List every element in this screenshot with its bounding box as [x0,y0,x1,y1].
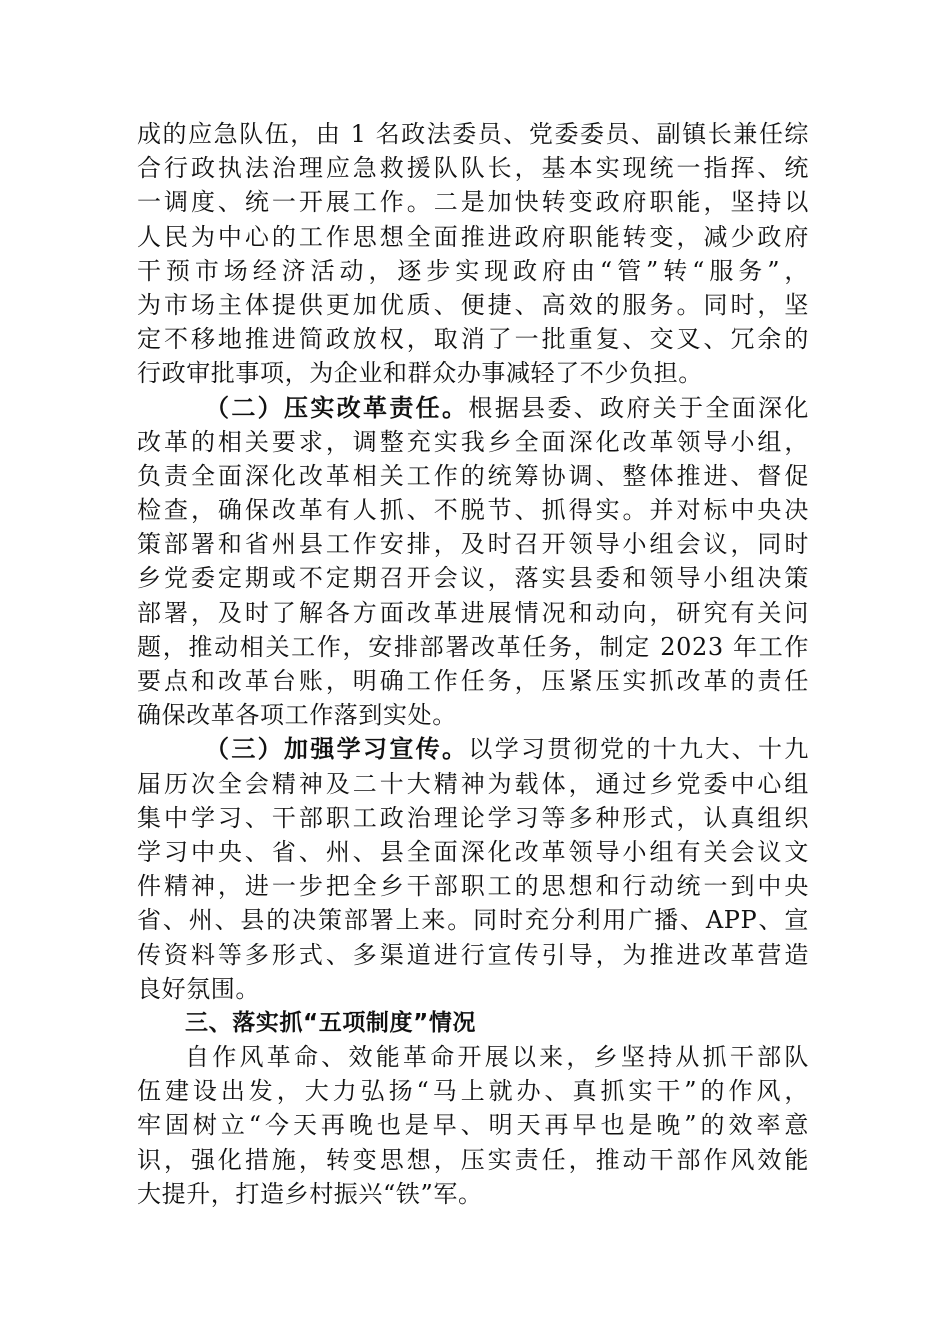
text-line: 学习中央、省、州、县全面深化改革领导小组有关会议文 [137,837,809,866]
text-line: 良好氛围。 [137,974,260,1003]
text-line: 成的应急队伍，由 1 名政法委员、党委委员、副镇长兼任综 [137,120,809,148]
text-line: 乡党委定期或不定期召开会议，落实县委和领导小组决策 [137,564,809,593]
section-heading-block [137,1006,809,1040]
subheading-reform-responsibility: （二）压实改革责任。 [205,392,469,422]
section-heading: 三、落实抓“五项制度”情况 [185,1009,477,1036]
paragraph-first-line [137,391,809,425]
text-line: 牢固树立“今天再晚也是早、明天再早也是晚”的效率意 [137,1111,809,1140]
text-line: 大提升，打造乡村振兴“铁”军。 [137,1179,483,1208]
text-line: 要点和改革台账，明确工作任务，压紧压实抓改革的责任 [137,667,809,695]
text-line: 策部署和省州县工作安排，及时召开领导小组会议，同时 [137,530,809,559]
paragraph-continuation [137,117,809,391]
text-line: 确保改革各项工作落到实处。 [137,701,457,730]
text-line: 件精神，进一步把全乡干部职工的思想和行动统一到中央 [137,872,809,901]
text-line: 行政审批事项，为企业和群众办事减轻了不少负担。 [137,359,703,388]
paragraph-reform-responsibility [137,391,809,733]
text-line: 为市场主体提供更加优质、便捷、高效的服务。同时，坚 [137,290,809,319]
text-line: 干预市场经济活动，逐步实现政府由“管”转“服务”， [137,256,809,285]
text-span: 以学习贯彻党的十九大、十九 [468,735,809,764]
paragraph-first-line [137,732,809,766]
text-span: 根据县委、政府关于全面深化 [468,393,809,422]
text-line: 一调度、统一开展工作。二是加快转变政府职能，坚持以 [137,188,809,217]
text-line: 负责全面深化改革相关工作的统筹协调、整体推进、督促 [137,461,809,490]
text-line: 届历次全会精神及二十大精神为载体，通过乡党委中心组 [137,769,809,798]
text-line: 集中学习、干部职工政治理论学习等多种形式，认真组织 [137,803,809,832]
text-line: 人民为中心的工作思想全面推进政府职能转变，减少政府 [137,222,809,251]
document-body [137,117,809,1211]
text-line: 识，强化措施，转变思想，压实责任，推动干部作风效能 [137,1145,809,1174]
text-line: 定不移地推进简政放权，取消了一批重复、交叉、冗余的 [137,325,809,354]
paragraph-first-line: 自作风革命、效能革命开展以来，乡坚持从抓干部队 [185,1043,809,1072]
text-line: 合行政执法治理应急救援队队长，基本实现统一指挥、统 [137,154,809,183]
text-line: 部署，及时了解各方面改革进展情况和动向，研究有关问 [137,598,809,627]
text-line: 检查，确保改革有人抓、不脱节、抓得实。并对标中央决 [137,496,809,525]
paragraph-work-style [137,1040,809,1211]
text-line: 传资料等多形式、多渠道进行宣传引导，为推进改革营造 [137,940,809,969]
subheading-study-publicity: （三）加强学习宣传。 [205,734,469,764]
text-line: 伍建设出发，大力弘扬“马上就办、真抓实干”的作风， [137,1077,809,1106]
text-line: 改革的相关要求，调整充实我乡全面深化改革领导小组， [137,427,809,456]
text-line: 题，推动相关工作，安排部署改革任务，制定 2023 年工作 [137,632,809,661]
paragraph-study-publicity [137,732,809,1006]
text-line: 省、州、县的决策部署上来。同时充分利用广播、APP、宣 [137,906,809,935]
